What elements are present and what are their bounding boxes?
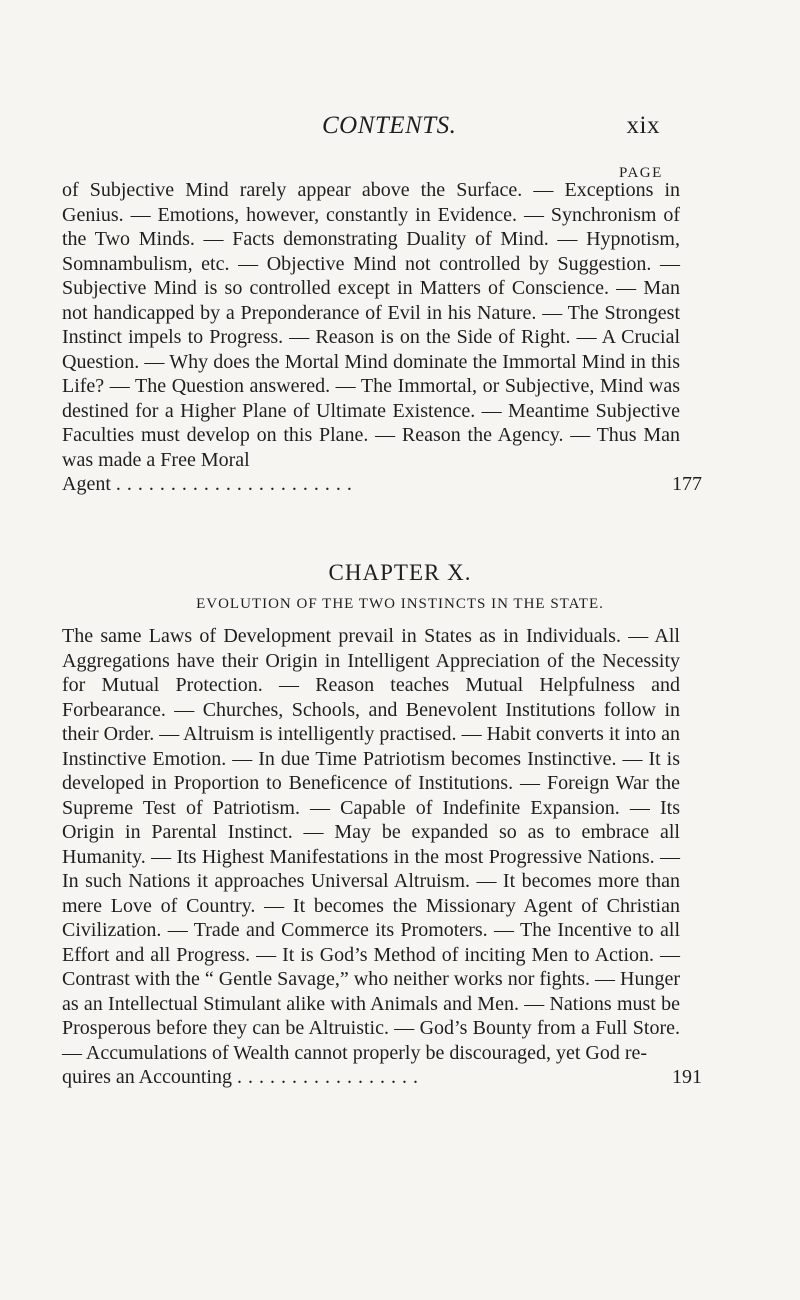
toc-entry-text: of Subjective Mind rarely appear above the Surface. — Exceptions in Genius. — Emotions, however, constantly in Evidence. — Synchronism of the Two Minds. — Facts demonstrating Duality of Mind. — Hypnotism, Somnambulism, etc. — Objective Mind not controlled by Suggestion. — Subjective Mind is so controlled except in Matters of Conscience. — Man not handicapped by a Preponderance of Evil in his Nature. — The Strongest Instinct impels to Progress. — Reason is on the Side of Right. — A Crucial Question. — Why does the Mortal Mind dominate the Immortal Mind in this Life? — The Question answered. — The Immortal, or Subjective, Mind was destined for a Higher Plane of Ultimate Existence. — Meantime Subjective Faculties must develop on this Plane. — Reason the Agency. — Thus Man was made a Free Moral [62, 179, 680, 471]
toc-entry-final-line [62, 472, 702, 497]
running-title: CONTENTS. [322, 112, 457, 139]
toc-page-number: 177 [672, 473, 702, 495]
chapter-heading: CHAPTER X. [328, 560, 472, 585]
chapter-subtitle: EVOLUTION OF THE TWO INSTINCTS IN THE STATE. [196, 596, 604, 612]
toc-entry-continued [62, 178, 702, 497]
toc-entry-last-word: Agent [62, 473, 111, 495]
chapter-summary-text: The same Laws of Development prevail in States as in Individuals. — All Aggregations have their Origin in Intelligent Appreciation of the Necessity for Mutual Protection. — Reason teaches Mutual Helpfulness and Forbearance. — Churches, Schools, and Benevolent Institutions follow in their Order. — Altruism is intelligently practised. — Habit converts it into an Instinctive Emotion. — In due Time Patriotism becomes Instinctive. — It is developed in Proportion to Beneficence of Institutions. — Foreign War the Supreme Test of Patriotism. — Capable of Indefinite Expansion. — Its Origin in Parental Instinct. — May be expanded so as to embrace all Humanity. — Its Highest Manifestations in the most Progressive Nations. — In such Nations it approaches Universal Altruism. — It becomes more than mere Love of Country. — It becomes the Missionary Agent of Christian Civilization. — Trade and Commerce its Promoters. — The Incentive to all Effort and all Progress. — It is God’s Method of inciting Men to Action. — Contrast with the “ Gentle Savage,” who neither works nor fights. — Hunger as an Intellectual Stimulant alike with Animals and Men. — Nations must be Prosperous before they can be Altruistic. — God’s Bounty from a Full Store. — Accumulations of Wealth cannot properly be discouraged, yet God re- [62, 625, 680, 1064]
chapter-summary-final-line [62, 1065, 702, 1090]
page-folio: xix [626, 112, 660, 139]
leader-dots: ................. [236, 1066, 424, 1088]
leader-dots: ...................... [115, 473, 358, 495]
page-header [212, 112, 660, 144]
toc-chapter-summary [62, 624, 702, 1090]
chapter-summary-last-words: quires an Accounting [62, 1066, 232, 1088]
chapter-page-number: 191 [672, 1066, 702, 1088]
page-column-label: PAGE [619, 165, 663, 181]
